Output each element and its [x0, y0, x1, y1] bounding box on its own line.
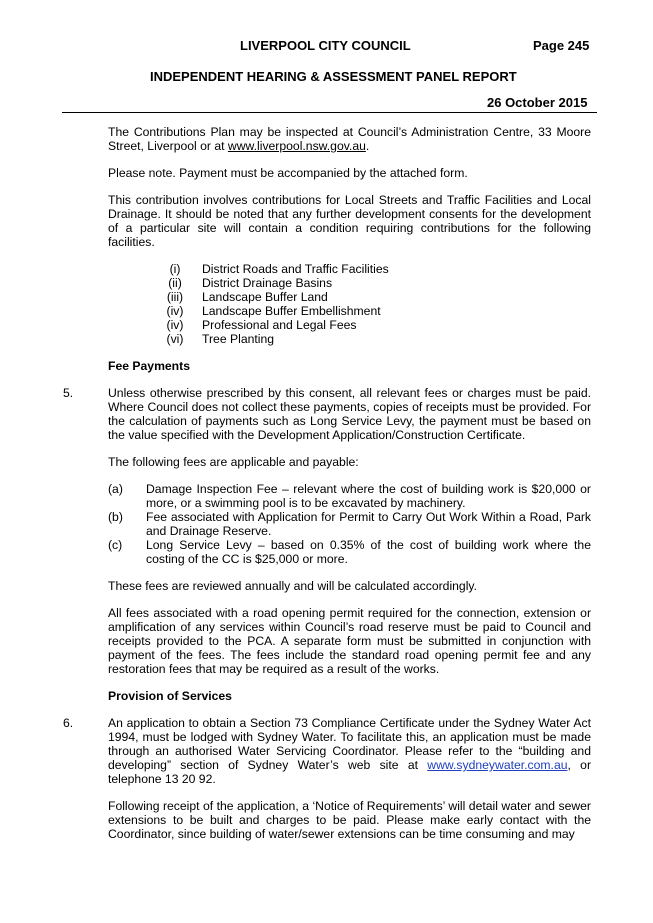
council-name: LIVERPOOL CITY COUNCIL: [240, 38, 411, 53]
payment-note: Please note. Payment must be accompanied by the attached form.: [108, 166, 468, 180]
fees-list: [108, 482, 591, 566]
list-item: (b) Fee associated with Application for Permit to Carry Out Work Within a Road, Park and Drainage Reserve.: [108, 510, 591, 538]
list-item: (vi) Tree Planting: [166, 332, 275, 346]
list-item: (a) Damage Inspection Fee – relevant where the cost of building work is $20,000 or more, or a swimming pool is to be excavated by machinery.: [108, 482, 591, 510]
report-date: 26 October 2015: [487, 95, 588, 110]
list-item: (iii) Landscape Buffer Land: [166, 290, 328, 304]
notice-of-requirements-paragraph: Following receipt of the application, a ‘Notice of Requirements’ will detail water and sewer extensions to be built and charges to be paid. Please make early contact with the Coordinator, since building of water/sewer extensions can be time consuming and may: [108, 799, 591, 841]
condition-6: [63, 716, 592, 786]
liverpool-website-link[interactable]: www.liverpool.nsw.gov.au: [227, 139, 366, 153]
provision-of-services-heading: Provision of Services: [108, 689, 232, 703]
document-body: [63, 125, 592, 841]
section-73-paragraph: An application to obtain a Section 73 Compliance Certificate under the Sydney Water Act 1994, must be lodged with Sydney Water. To facilitate this, an application must be made through an authorised Water Servicing Coordinator. Please refer to the “building and developing” section of Sydney Water’s web site at www.sydneywater.com.au, or telephone 13 20 92.: [108, 716, 592, 786]
fees-review-note: These fees are reviewed annually and will be calculated accordingly.: [108, 579, 477, 593]
contributions-plan-paragraph: The Contributions Plan may be inspected at Council’s Administration Centre, 33 Moore Street, Liverpool or at www.liverpool.nsw.gov.au.: [108, 125, 591, 153]
sydney-water-link[interactable]: www.sydneywater.com.au: [427, 758, 568, 772]
fee-paragraph: Unless otherwise prescribed by this consent, all relevant fees or charges must be paid. Where Council does not collect these payments, copies of receipts must be provided. For the calculation of payments such as Long Service Levy, the payment must be based on the value specified with the Development Application/Construction Certificate.: [108, 386, 591, 442]
header-divider: [62, 112, 597, 113]
contribution-paragraph: This contribution involves contributions for Local Streets and Traffic Facilities and Local Drainage. It should be noted that any further development consents for the development of a particular site will contain a condition requiring contributions for the following facilities.: [108, 193, 591, 249]
page-number: Page 245: [533, 38, 590, 53]
list-item: (c) Long Service Levy – based on 0.35% of the cost of building work where the costing of the CC is $25,000 or more.: [108, 538, 591, 566]
report-title: INDEPENDENT HEARING & ASSESSMENT PANEL REPORT: [150, 69, 517, 84]
fee-payments-heading: Fee Payments: [108, 359, 190, 373]
condition-number: 6.: [63, 716, 74, 730]
facilities-list: [108, 262, 591, 346]
list-item: (i) District Roads and Traffic Facilities: [169, 262, 389, 276]
fees-intro: The following fees are applicable and payable:: [108, 455, 359, 469]
road-opening-paragraph: All fees associated with a road opening permit required for the connection, extension or amplification of any services within Council’s road reserve must be paid to Council and receipts provided to the PCA. A separate form must be submitted in conjunction with payment of the fees. The fees include the standard road opening permit fee and any restoration fees that may be required as a result of the works.: [108, 606, 591, 676]
condition-number: 5.: [63, 386, 74, 400]
condition-5: [63, 386, 591, 442]
list-item: (ii) District Drainage Basins: [168, 276, 333, 290]
list-item: (iv) Landscape Buffer Embellishment: [166, 304, 381, 318]
list-item: (iv) Professional and Legal Fees: [166, 318, 357, 332]
